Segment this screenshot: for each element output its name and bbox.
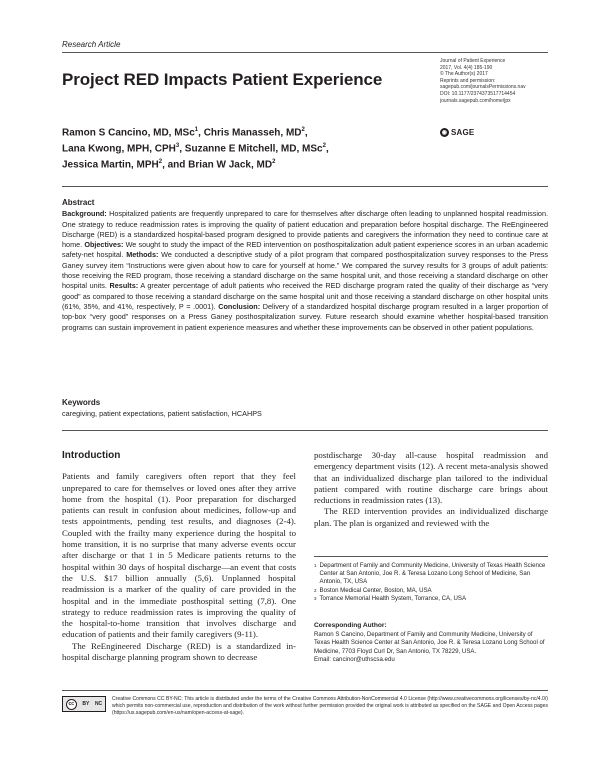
section-heading: Introduction	[62, 450, 121, 461]
publisher-logo-text: SAGE	[451, 128, 475, 137]
corresponding-author-address: Ramon S Cancino, Department of Family and Community Medicine, University of Texas Health Science Center at San Antonio, Joe R. & Teresa Lozano Long School of Medicine, 7703 Floyd Curl Dr, San Antonio, TX 78229, USA.	[314, 631, 545, 655]
keywords-heading: Keywords	[62, 398, 101, 407]
footnote: 1 Department of Family and Community Medicine, University of Texas Health Science Center at San Antonio, Joe R. & Teresa Lozano Long School of Medicine, San Antonio, TX, USA	[314, 562, 546, 586]
license-divider	[62, 690, 548, 691]
footnotes	[314, 562, 548, 603]
body-paragraph: The RED intervention provides an individualized discharge plan. The plan is organized and reviewed with the	[314, 506, 548, 528]
footnote-divider	[314, 556, 548, 557]
journal-info-line: journals.sagepub.com/home/jpx	[440, 97, 511, 104]
journal-info	[440, 58, 560, 104]
corresponding-author-heading: Corresponding Author:	[314, 622, 387, 629]
cc-icon: cc	[66, 699, 77, 710]
author-name: Jessica Martin, MPH	[62, 158, 159, 170]
journal-info-line: 2017, Vol. 4(4) 185-190	[440, 64, 493, 71]
journal-info-line: DOI: 10.1177/2374373517714454	[440, 90, 516, 97]
abstract-body: Background: Hospitalized patients are frequently unprepared to care for themselves after discharge often leading to unplanned hospital readmission. One strategy to reduce readmission rates is improving the quality of patient education and preparation before hospital discharge. The ReEngineered Discharge (RED) is a standardized hospital-based program designed to provide patients and caregivers the information they need to continue care at home. Objectives: We sought to study the impact of the RED intervention on posthospitalization adult patient experience scores in an urban academic safety-net hospital. Methods: We conducted a descriptive study of a pilot program that compared posthospitalization survey responses to the Press Ganey survey item “Instructions were given about how to care for yourself at home.” We compared the survey results for 3 groups of adult patients: those receiving the RED program, those receiving a standard discharge on the same hospital unit, and those receiving a standard discharge on other hospital units. Results: A greater percentage of adult patients who received the RED discharge program rated the quality of their discharge as “very good” as compared to those receiving a standard discharge on the same hospital unit and those receiving a standard discharge on other hospital units (61%, 35%, and 41%, respectively, P = .0001). Conclusion: Delivery of a standardized hospital discharge program resulted in a larger proportion of top-box “very good” responses on a Press Ganey posthospitalization survey. Future research should examine whether hospital-based transition programs can sustain improvement in patient experience measures and whether these improvements can be observed in other patient populations.	[62, 209, 549, 332]
author-name: Lana Kwong, MPH, CPH	[62, 143, 176, 155]
author-name: Ramon S Cancino, MD, MSc	[62, 127, 195, 139]
header-divider	[62, 52, 548, 53]
by-icon: BY	[82, 701, 90, 707]
journal-info-line: Journal of Patient Experience	[440, 58, 506, 64]
body-column-left	[62, 450, 296, 663]
license-text: Creative Commons CC BY-NC: This article is distributed under the terms of the Creative Commons Attribution-NonCommercial 4.0 License (http://www.creativecommons.org/licenses/by-nc/4.0/) which permits non-commercial use, reproduction and distribution of the work without further permission provided the original work is attributed as specified on the SAGE and Open Access pages (https://us.sagepub.com/en-us/nam/open-access-at-sage).	[112, 696, 548, 716]
abstract	[62, 198, 548, 333]
footnote: 3 Torrance Memorial Health System, Torrance, CA, USA	[314, 594, 467, 602]
publisher-logo	[440, 128, 474, 137]
corresponding-author-email[interactable]: Email: cancinor@uthscsa.edu	[314, 655, 395, 663]
keywords-text: caregiving, patient expectations, patient satisfaction, HCAHPS	[62, 409, 262, 418]
license-block	[62, 696, 548, 717]
creative-commons-badge[interactable]	[62, 696, 106, 712]
keywords	[62, 398, 548, 419]
abstract-divider-bottom	[62, 430, 548, 431]
corresponding-author	[314, 622, 548, 664]
body-paragraph: The ReEngineered Discharge (RED) is a standardized in-hospital discharge planning program shown to decrease	[62, 640, 296, 663]
author-list: Ramon S Cancino, MD, MSc$^1$, Chris Manasseh, $MD^2$, Lana Kwong, MPH, CPH$^3$, Suzanne E Mitchell, MD, MSc$^2$, Jessica Martin, MPH$^2$, and Brian W Jack, $MD^2$	[62, 127, 329, 170]
journal-info-line: Reprints and permission:	[440, 77, 496, 84]
journal-info-line: © The Author(s) 2017	[440, 71, 488, 78]
body-paragraph: Patients and family caregivers often report that they feel unprepared to care for themselves or loved ones after they arrive home from the hospital (1). Poor preparation for discharged patients can result in confusion about medicines, follow-up and tests appointments, pending test results, and diagnoses (2-4). Coupled with the frailty many experience during the hospital to home transition, it is no surprise that many adverse events occur after discharge or that 1 in 5 Medicare patients returns to the hospital within 30 days of hospital discharge—an event that costs the U.S. $17 billion annually (5,6). Unplanned hospital readmission is a marker of the quality of care provided in the hospital and in the immediate posthospital setting (7,8). One strategy to reduce readmission rates is improving the quality of the hospital-to-home transition that involves discharge and education of patients and their family caregivers (9-11).	[62, 471, 296, 640]
footnote: 2 Boston Medical Center, Boston, MA, USA	[314, 586, 432, 594]
body-column-right	[314, 450, 548, 529]
body-paragraph: postdischarge 30-day all-cause hospital readmission and emergency department visits (12). A recent meta-analysis showed that an individualized discharge plan tailored to the individual patient compared with routine discharge care brings about reductions in readmission rates (13).	[314, 450, 548, 506]
article-type: Research Article	[62, 40, 121, 49]
page-title: Project RED Impacts Patient Experience	[62, 70, 383, 89]
author-name: , Chris Manasseh, MD	[198, 127, 302, 139]
journal-info-line: sagepub.com/journalsPermissions.nav	[440, 84, 526, 91]
nc-icon: NC	[94, 701, 103, 707]
author-name: , Suzanne E Mitchell, MD, MSc	[179, 143, 323, 155]
abstract-heading: Abstract	[62, 198, 95, 207]
author-name: , and Brian W Jack, MD	[162, 158, 273, 170]
sage-logo-icon: ◉	[441, 130, 448, 136]
abstract-divider-top	[62, 186, 548, 187]
